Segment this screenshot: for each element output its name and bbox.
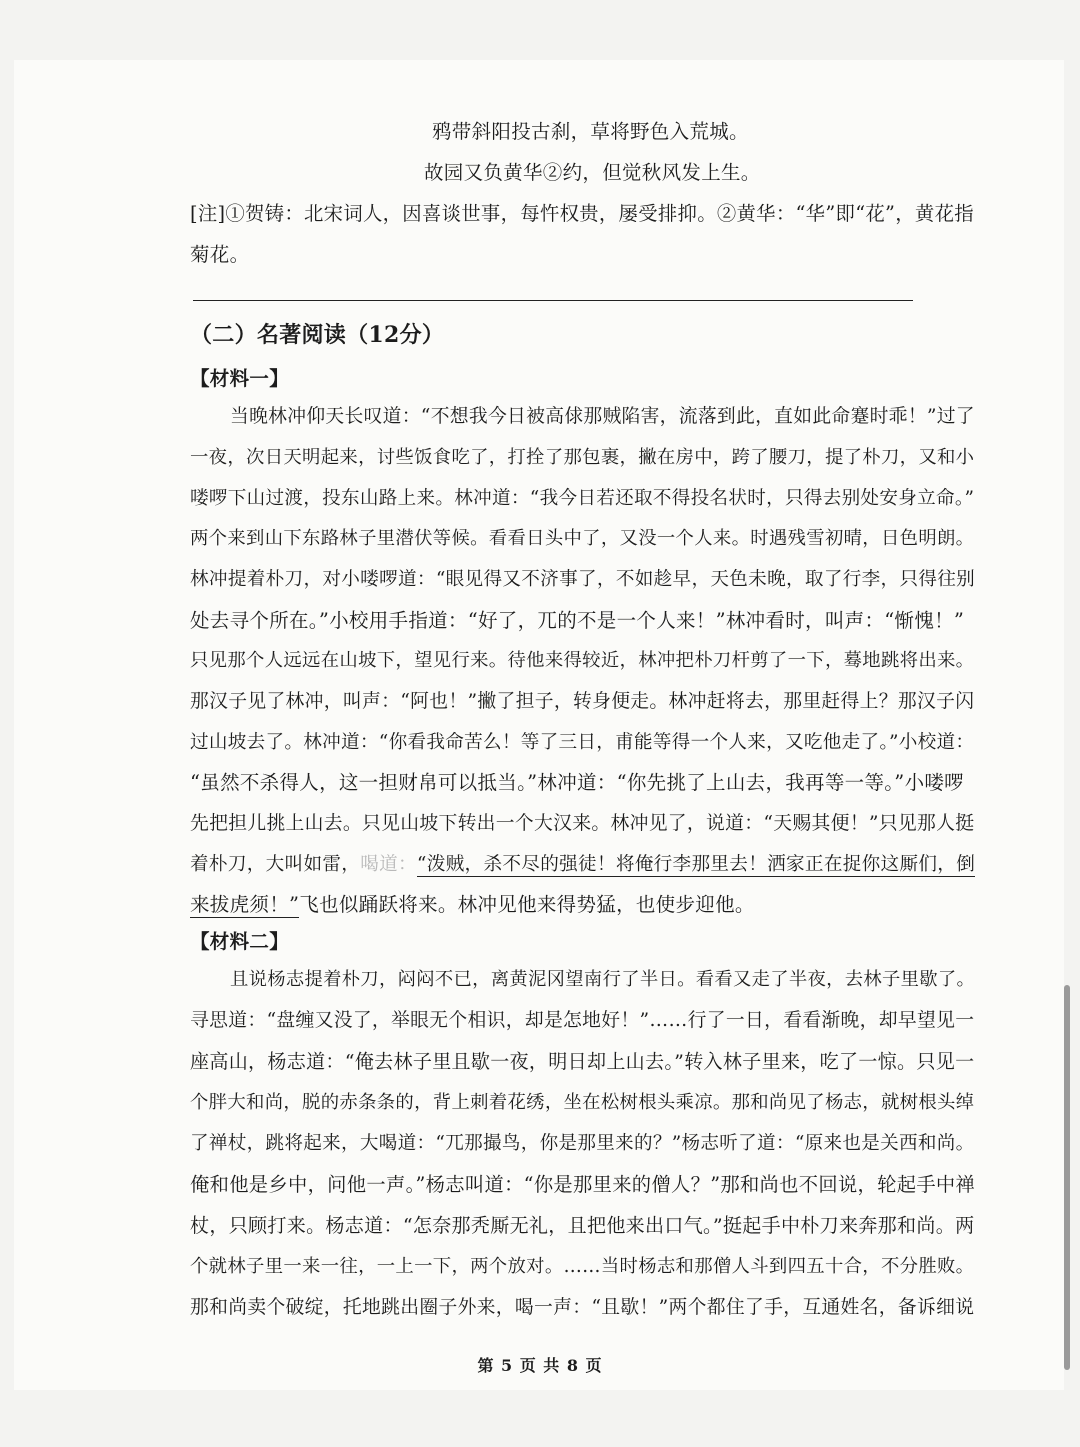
material-1-line: 一夜，次日天明起来，讨些饭食吃了，打拴了那包裹，撇在房中，跨了腰刀，提了朴刀，又和小 <box>190 447 975 468</box>
material-1-line: 那汉子见了林冲，叫声：“阿也！”撇了担子，转身便走。林冲赶将去，那里赶得上？那汉子闪 <box>190 691 975 712</box>
line-12-faint: 喝道： <box>360 854 417 875</box>
material-2-line: 寻思道：“盘缠又没了，举眼无个相识，却是怎地好！”……行了一日，看看渐晚，却早望见一 <box>190 1010 975 1031</box>
material-1-label: 【材料一】 <box>190 367 290 390</box>
material-1-line: “虽然不杀得人，这一担财帛可以抵当。”林冲道：“你先挑了上山去，我再等一等。”小喽啰 <box>190 771 964 794</box>
note-line-2: 菊花。 <box>190 243 250 266</box>
material-1-line: 喽啰下山过渡，投东山路上来。林冲道：“我今日若还取不得投名状时，只得去别处安身立命。” <box>190 488 975 509</box>
note-line-1: [注]①贺铸：北宋词人，因喜谈世事，每忤权贵，屡受排抑。②黄华：“华”即“花”，黄花指 <box>190 202 974 225</box>
divider-rule <box>193 300 913 301</box>
material-1-line-13 <box>190 893 755 917</box>
poem-line-1: 鸦带斜阳投古刹，草将野色入荒城。 <box>432 120 749 143</box>
material-1-line: 两个来到山下东路林子里潜伏等候。看看日头中了，又没一个人来。时遇残雪初晴，日色明朗。 <box>190 528 975 549</box>
material-1-line: 处去寻个所在。”小校用手指道：“好了，兀的不是一个人来！”林冲看时，叫声：“惭愧！” <box>190 609 965 632</box>
material-2-line: 俺和他是乡中，问他一声。”杨志叫道：“你是那里来的僧人？”那和尚也不回说，轮起手中禅 <box>190 1173 976 1196</box>
material-2-line: 座高山，杨志道：“俺去林子里且歇一夜，明日却上山去。”转入林子里来，吃了一惊。只见一 <box>190 1051 975 1073</box>
poem-line-2: 故园又负黄华②约，但觉秋风发上生。 <box>424 161 761 184</box>
line-12-plain: 着朴刀，大叫如雷， <box>190 854 361 875</box>
underlined-quote-part-2: 来拔虎须！” <box>190 893 300 916</box>
material-1-line: 只见那个人远远在山坡下，望见行来。待他来得较近，林冲把朴刀杆剪了一下，蓦地跳将出来。 <box>190 650 975 671</box>
material-1-line: 当晚林冲仰天长叹道：“不想我今日被高俅那贼陷害，流落到此，直如此命蹇时乖！”过了 <box>230 406 975 427</box>
material-2-line: 杖，只顾打来。杨志道：“怎奈那秃厮无礼，且把他来出口气。”挺起手中朴刀来奔那和尚。两 <box>190 1215 975 1237</box>
material-1-line: 先把担儿挑上山去。只见山坡下转出一个大汉来。林冲见了，说道：“天赐其便！”只见那人挺 <box>190 813 975 834</box>
material-2-label: 【材料二】 <box>190 930 290 953</box>
line-13-plain: 飞也似踊跃将来。林冲见他来得势猛，也使步迎他。 <box>299 893 755 916</box>
material-2-line: 个胖大和尚，脱的赤条条的，背上刺着花绣，坐在松树根头乘凉。那和尚见了杨志，就树根头绰 <box>190 1092 975 1113</box>
material-1-line: 林冲提着朴刀，对小喽啰道：“眼见得又不济事了，不如趁早，天色未晚，取了行李，只得往别 <box>190 569 976 590</box>
vertical-scrollbar[interactable] <box>1064 985 1070 1370</box>
material-2-line: 了禅杖，跳将起来，大喝道：“兀那撮鸟，你是那里来的？”杨志听了道：“原来也是关西和尚。 <box>190 1133 975 1154</box>
underlined-quote-part-1: “泼贼，杀不尽的强徒！将俺行李那里去！洒家正在捉你这厮们，倒 <box>416 854 976 875</box>
section-title: （二）名著阅读（12分） <box>190 322 445 348</box>
page-number: 第 5 页 共 8 页 <box>477 1356 603 1375</box>
material-2-line: 那和尚卖个破绽，托地跳出圈子外来，喝一声：“且歇！”两个都住了手，互通姓名，备诉细说 <box>190 1297 975 1318</box>
material-1-line: 过山坡去了。林冲道：“你看我命苦么！等了三日，甫能等得一个人来，又吃他走了。”小校道： <box>190 732 975 753</box>
material-2-line: 个就林子里一来一往，一上一下，两个放对。……当时杨志和那僧人斗到四五十合，不分胜败。 <box>190 1256 975 1277</box>
material-1-line-12 <box>190 853 975 877</box>
material-2-line: 且说杨志提着朴刀，闷闷不已，离黄泥冈望南行了半日。看看又走了半夜，去林子里歇了。 <box>230 969 976 990</box>
